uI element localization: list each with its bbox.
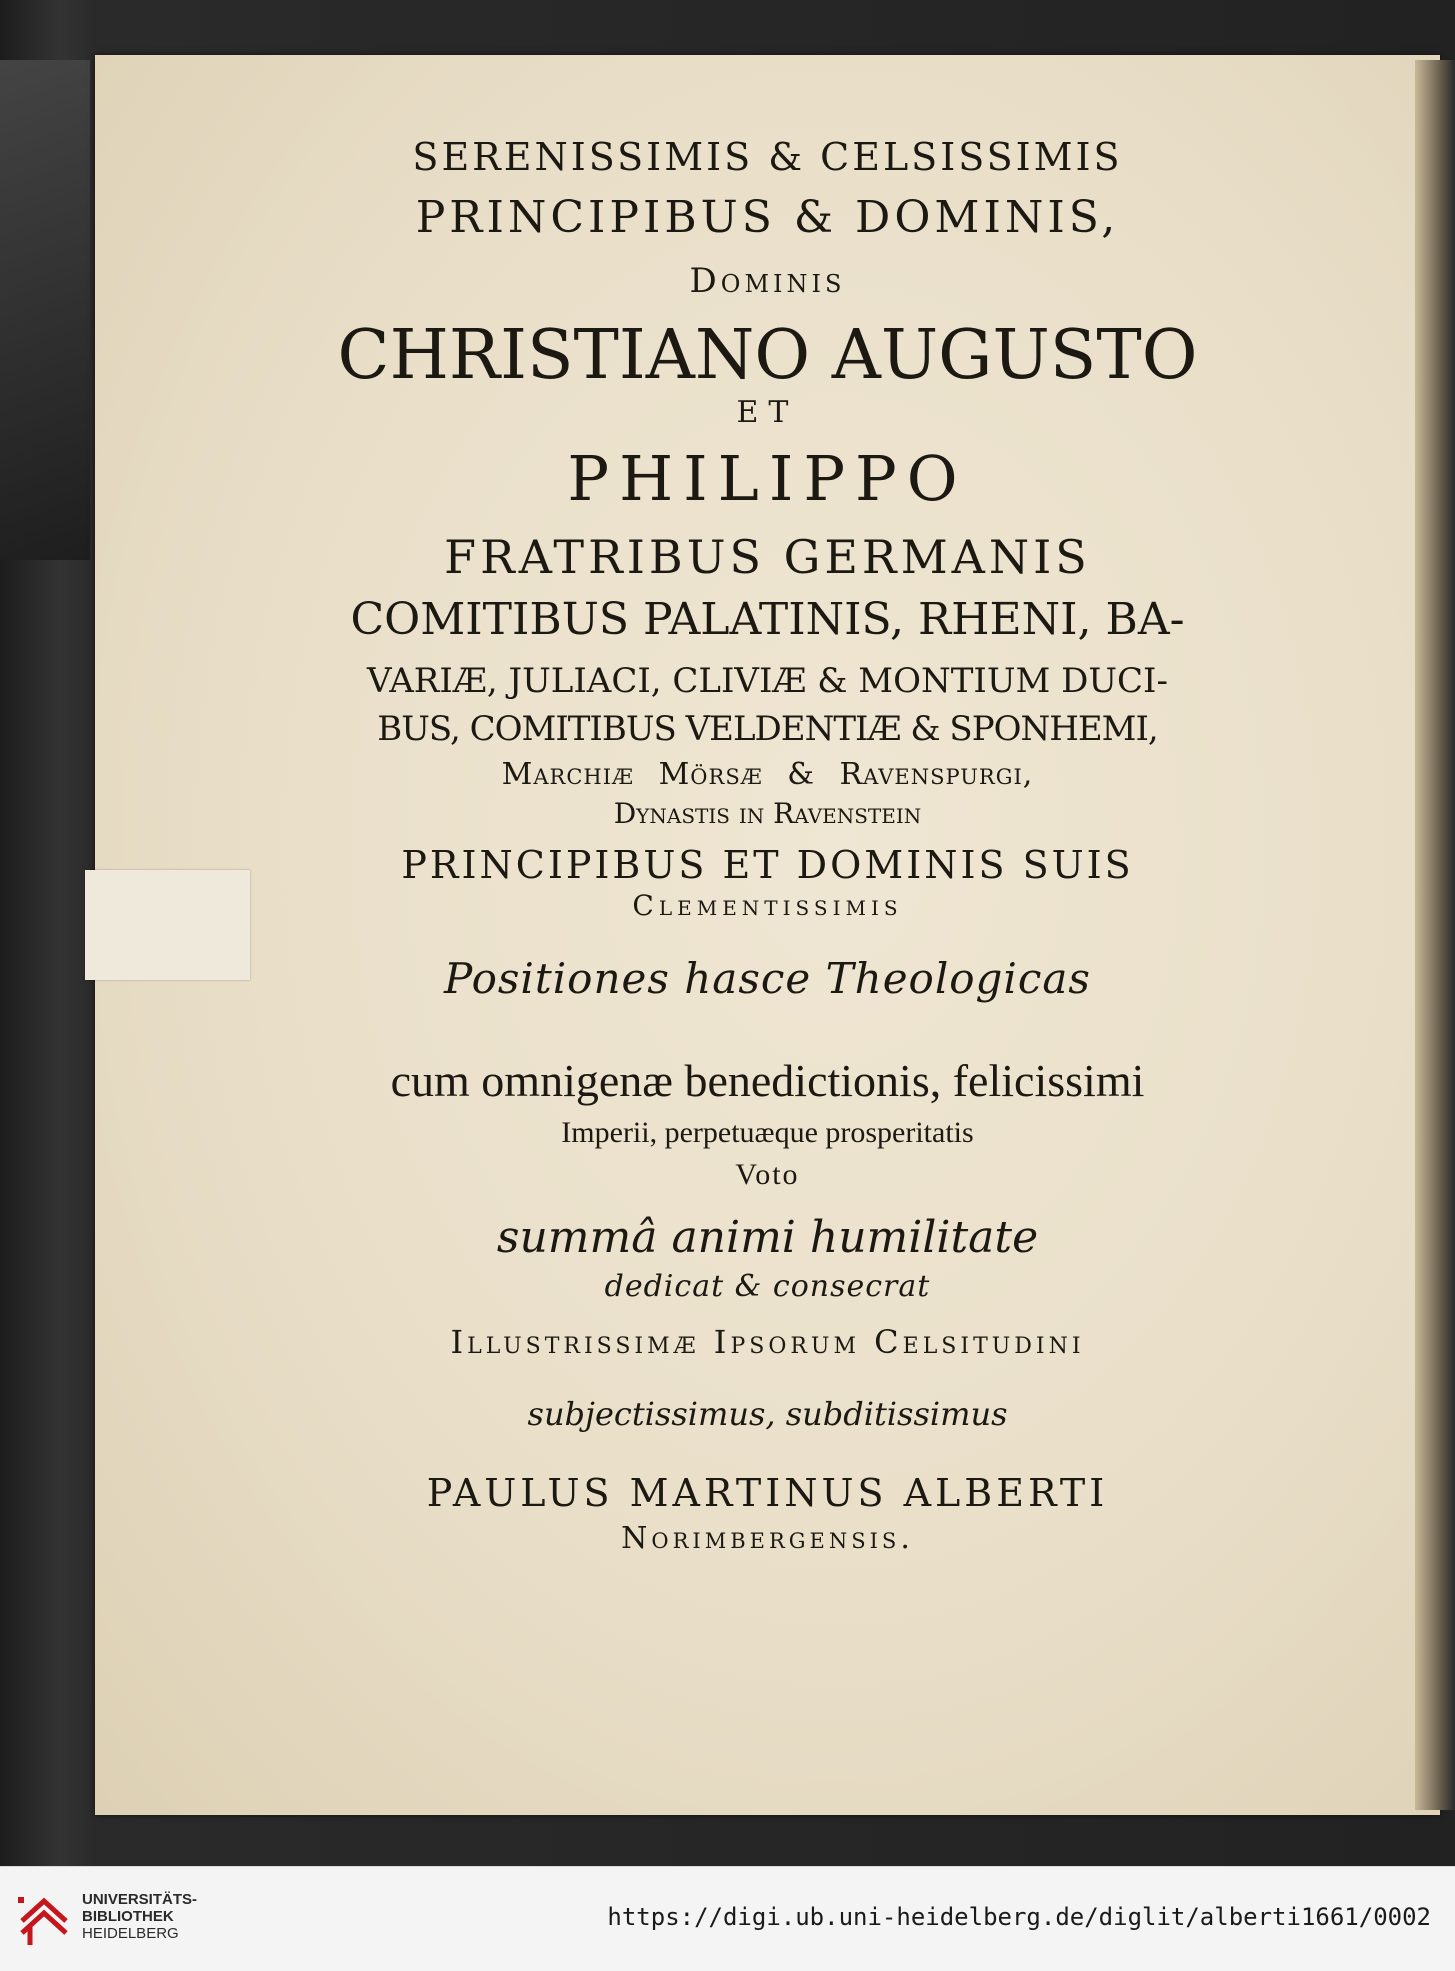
text-line-12: Dynastis in Ravenstein — [613, 797, 922, 830]
text-line-16: cum omnigenæ benedictionis, felicissimi — [390, 1055, 1145, 1106]
text-line-18: Voto — [735, 1158, 800, 1191]
text-line-24: Norimbergensis. — [621, 1521, 914, 1556]
text-line-11: Marchiæ Mörsæ & Ravenspurgi, — [501, 757, 1034, 792]
text-line-14: Clementissimis — [632, 889, 903, 922]
text-line-1: SERENISSIMIS & CELSISSIMIS — [412, 135, 1123, 179]
text-line-7: FRATRIBUS GERMANIS — [444, 530, 1091, 584]
text-line-9: VARIÆ, JULIACI, CLIVIÆ & MONTIUM DUCI- — [367, 661, 1168, 701]
text-line-5: ET — [736, 395, 799, 430]
library-name[interactable] — [82, 1891, 197, 1942]
text-line-13: PRINCIPIBUS ET DOMINIS SUIS — [401, 843, 1134, 887]
text-line-17: Imperii, perpetuæque prosperitatis — [561, 1116, 974, 1149]
text-line-15: Positiones hasce Theologicas — [444, 954, 1091, 1003]
text-line-3: Dominis — [689, 261, 846, 301]
library-name-line3: HEIDELBERG — [82, 1925, 179, 1942]
text-line-19: summâ animi humilitate — [496, 1212, 1039, 1263]
text-line-20: dedicat & consecrat — [604, 1269, 931, 1304]
library-name-line1: UNIVERSITÄTS- — [82, 1891, 198, 1908]
text-line-23: PAULUS MARTINUS ALBERTI — [426, 1471, 1109, 1515]
text-line-10: BUS, COMITIBUS VELDENTIÆ & SPONHEMI, — [377, 709, 1158, 749]
text-line-4: CHRISTIANO AUGUSTO — [337, 316, 1198, 395]
text-line-8: COMITIBUS PALATINIS, RHENI, BA- — [350, 594, 1185, 645]
permalink-url[interactable]: https://digi.ub.uni-heidelberg.de/diglit/alberti1661/0002 — [607, 1903, 1431, 1931]
text-line-21: Illustrissimæ Ipsorum Celsitudini — [450, 1323, 1085, 1361]
ub-heidelberg-logo-icon[interactable] — [14, 1887, 74, 1951]
text-line-6: PHILIPPO — [567, 442, 968, 515]
library-name-line2: BIBLIOTHEK — [82, 1908, 174, 1925]
text-line-2: PRINCIPIBUS & DOMINIS, — [415, 192, 1120, 243]
viewer-footer — [0, 1866, 1455, 1971]
dark-binding-strip — [0, 60, 90, 560]
text-line-22: subjectissimus, subditissimus — [527, 1395, 1008, 1433]
